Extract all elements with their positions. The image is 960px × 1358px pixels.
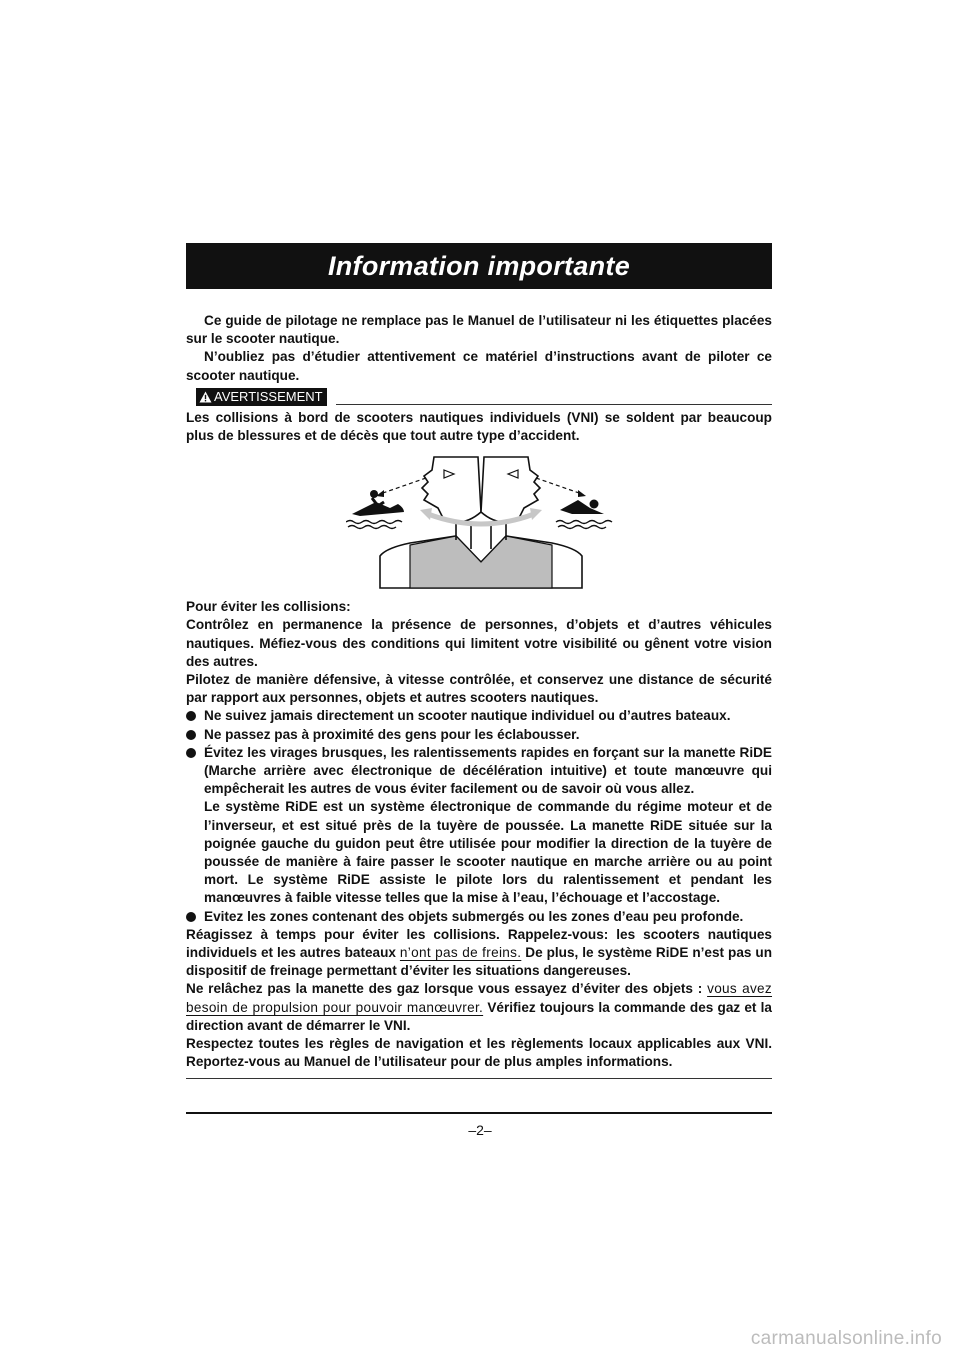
warning-label: AVERTISSEMENT [214, 388, 323, 404]
warning-text: Les collisions à bord de scooters nautiques individuels (VNI) se soldent par beaucoup plus de blessures et de décès que tout autre type d’accident. [186, 409, 772, 444]
list-item: Ne suivez jamais directement un scooter nautique individuel ou d’autres bateaux. [186, 707, 772, 725]
bullet-dot-icon [186, 748, 196, 758]
bullet-dot-icon [186, 912, 196, 922]
main-content [186, 312, 772, 1079]
list-item: Evitez les zones contenant des objets submergés ou les zones d’eau peu profonde. [186, 908, 772, 926]
collision-bullet-list-2 [186, 908, 772, 926]
page-number: –2– [468, 1122, 492, 1138]
collision-bullet-list [186, 707, 772, 798]
page-title: Information importante [327, 250, 631, 281]
warning-badge [196, 388, 327, 406]
list-item: Évitez les virages brusques, les ralentissements rapides en forçant sur la manette RiDE (Marche arrière avec électronique de décélération intuitive) et toute manœuvre qui empêcherait les autres de vous éviter facilement ou de savoir où vous allez. [186, 744, 772, 799]
jet-ski-icon [346, 490, 404, 529]
warning-header [186, 388, 772, 408]
collision-paragraph-1: Contrôlez en permanence la présence de personnes, d’objets et d’autres véhicules nautiques. Méfiez-vous des conditions qui limitent votre visibilité ou gênent votre vision des autres. [186, 617, 772, 669]
collision-paragraph-2: Pilotez de manière défensive, à vitesse contrôlée, et conservez une distance de sécurité par rapport aux personnes, objets et autres scooters nautiques. [186, 672, 772, 706]
ride-explanation: Le système RiDE est un système électronique de commande du régime moteur et de l’inverseur, et est situé près de la tuyère de poussée. La manette RiDE située sur la poignée gauche du guidon peut être utilisée pour modifier la direction de la tuyère de poussée de manière à faire passer le scooter nautique en marche arrière ou au point mort. Le système RiDE assiste le pilote lors du ralentissement et pendant les manœuvres à faible vitesse telles que la mise à l’eau, l’échouage et l’accostage. [204, 799, 772, 906]
warning-triangle-icon [199, 391, 212, 403]
bullet-dot-icon [186, 730, 196, 740]
bullet-dot-icon [186, 711, 196, 721]
warning-end-divider [186, 1078, 772, 1079]
no-brakes-emphasis: n’ont pas de freins. [399, 945, 522, 961]
propulsion-emphasis: vous avez besoin de propulsion pour pouvoir manœuvrer. [186, 981, 773, 1015]
swimmer-icon [556, 500, 612, 529]
list-item: Ne passez pas à proximité des gens pour les éclabousser. [186, 726, 772, 744]
rider-torso [410, 536, 552, 588]
warning-divider [336, 404, 772, 405]
footer-divider [186, 1112, 772, 1114]
intro-paragraph-1: Ce guide de pilotage ne remplace pas le Manuel de l’utilisateur ni les étiquettes placées sur le scooter nautique. [186, 313, 772, 347]
collision-paragraph-3: Réagissez à temps pour éviter les collisions. Rappelez-vous: les scooters nautiques individuels et les autres bateaux n’ont pas de freins. De plus, le système RiDE n’est pas un dispositif de freinage permettant d’éviter les situations dangereuses. [186, 926, 772, 979]
collision-paragraph-5: Respectez toutes les règles de navigation et les règlements locaux applicables aux VNI. Reportez-vous au Manuel de l’utilisateur pour de plus amples informations. [186, 1036, 772, 1070]
collision-illustration [186, 452, 772, 590]
lookout-illustration [346, 452, 616, 590]
intro-paragraph-2: N’oubliez pas d’étudier attentivement ce matériel d’instructions avant de piloter ce scooter nautique. [186, 349, 772, 383]
page-title-bar [186, 243, 772, 289]
watermark: carmanualsonline.info [750, 1328, 942, 1349]
collision-paragraph-4: Ne relâchez pas la manette des gaz lorsque vous essayez d’éviter des objets : vous avez besoin de propulsion pour pouvoir manœuvrer. Vérifiez toujours la commande des gaz et la direction avant de démarrer le VNI. [186, 981, 773, 1033]
collision-heading: Pour éviter les collisions: [186, 599, 351, 615]
